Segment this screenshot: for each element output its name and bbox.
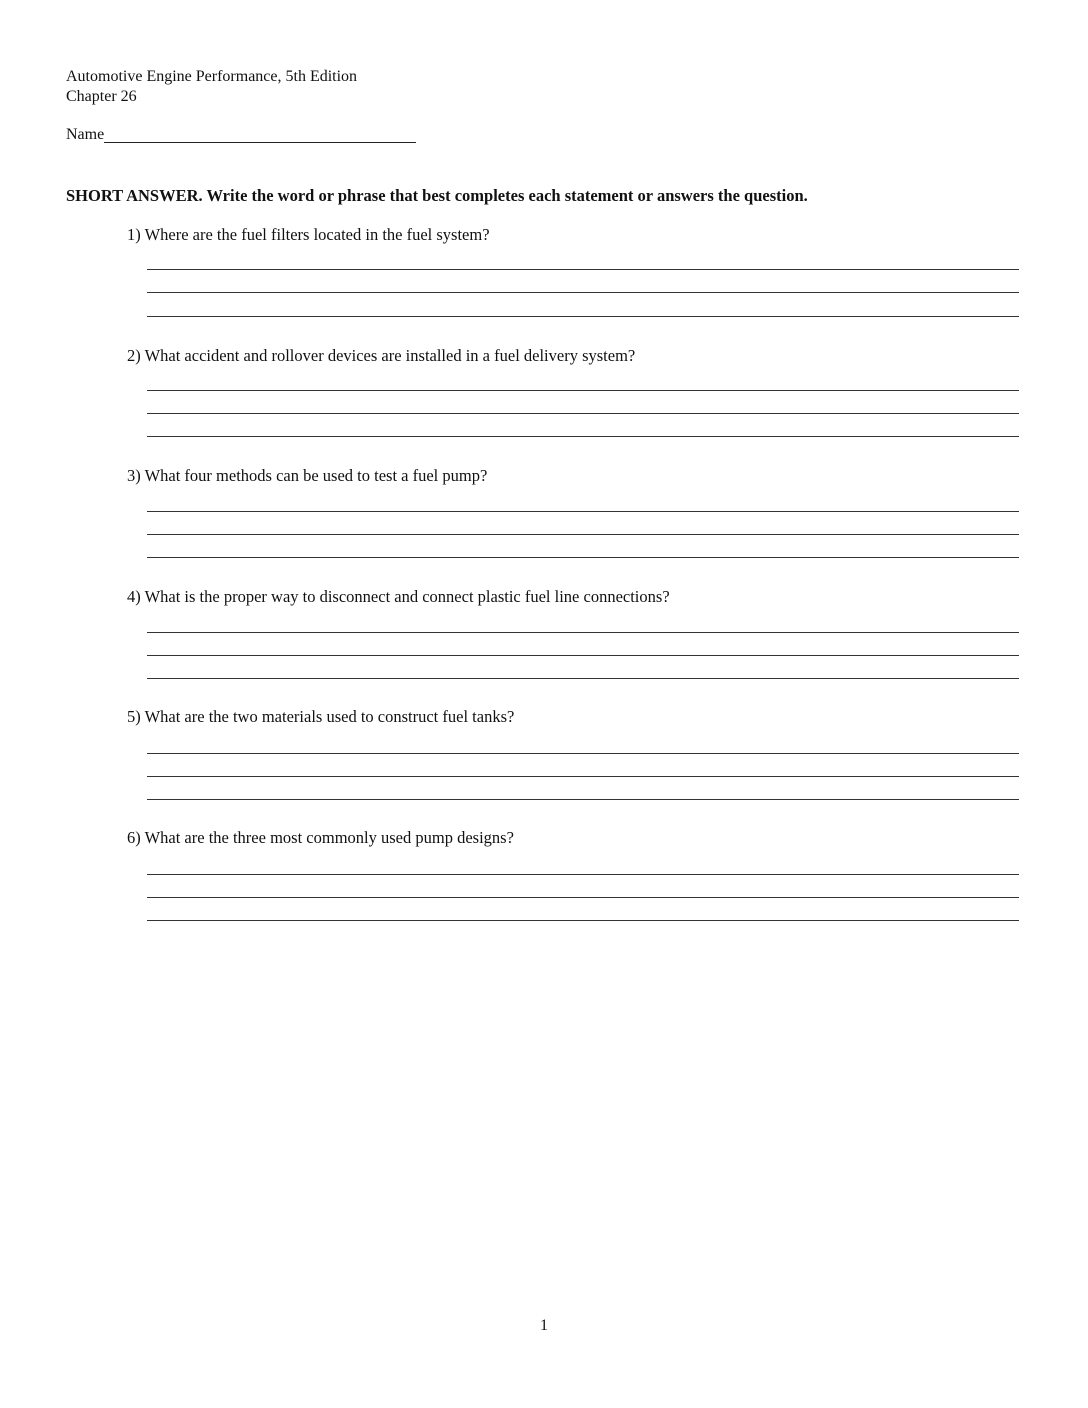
question-6 [127, 828, 1019, 848]
answer-line[interactable] [147, 753, 1019, 754]
answer-line[interactable] [147, 920, 1019, 921]
answer-line[interactable] [147, 436, 1019, 437]
question-5 [127, 707, 1019, 727]
answer-line[interactable] [147, 799, 1019, 800]
answer-line[interactable] [147, 390, 1019, 391]
question-text: 1) Where are the fuel filters located in the fuel system? [127, 225, 490, 244]
name-row [66, 125, 416, 145]
answer-line[interactable] [147, 874, 1019, 875]
answer-line[interactable] [147, 557, 1019, 558]
instructions: SHORT ANSWER. Write the word or phrase that best completes each statement or answers the question. [66, 186, 808, 205]
answer-line[interactable] [147, 655, 1019, 656]
answer-line[interactable] [147, 776, 1019, 777]
question-text: 6) What are the three most commonly used pump designs? [127, 828, 514, 847]
answer-line[interactable] [147, 897, 1019, 898]
question-4 [127, 587, 1019, 607]
book-title: Automotive Engine Performance, 5th Edition [66, 68, 358, 85]
answer-line[interactable] [147, 292, 1019, 293]
page-number: 1 [540, 1317, 548, 1334]
answer-line[interactable] [147, 511, 1019, 512]
answer-line[interactable] [147, 316, 1019, 317]
question-1 [127, 225, 1019, 245]
question-2 [127, 346, 1019, 366]
question-text: 5) What are the two materials used to construct fuel tanks? [127, 707, 515, 726]
answer-line[interactable] [147, 269, 1019, 270]
name-label: Name [66, 126, 105, 143]
question-text: 2) What accident and rollover devices are installed in a fuel delivery system? [127, 346, 636, 365]
answer-line[interactable] [147, 413, 1019, 414]
answer-line[interactable] [147, 678, 1019, 679]
question-text: 4) What is the proper way to disconnect and connect plastic fuel line connections? [127, 587, 670, 606]
chapter-label: Chapter 26 [66, 88, 137, 105]
answer-line[interactable] [147, 632, 1019, 633]
question-3 [127, 466, 1019, 486]
name-field[interactable] [104, 141, 416, 143]
answer-line[interactable] [147, 534, 1019, 535]
question-text: 3) What four methods can be used to test a fuel pump? [127, 466, 488, 485]
